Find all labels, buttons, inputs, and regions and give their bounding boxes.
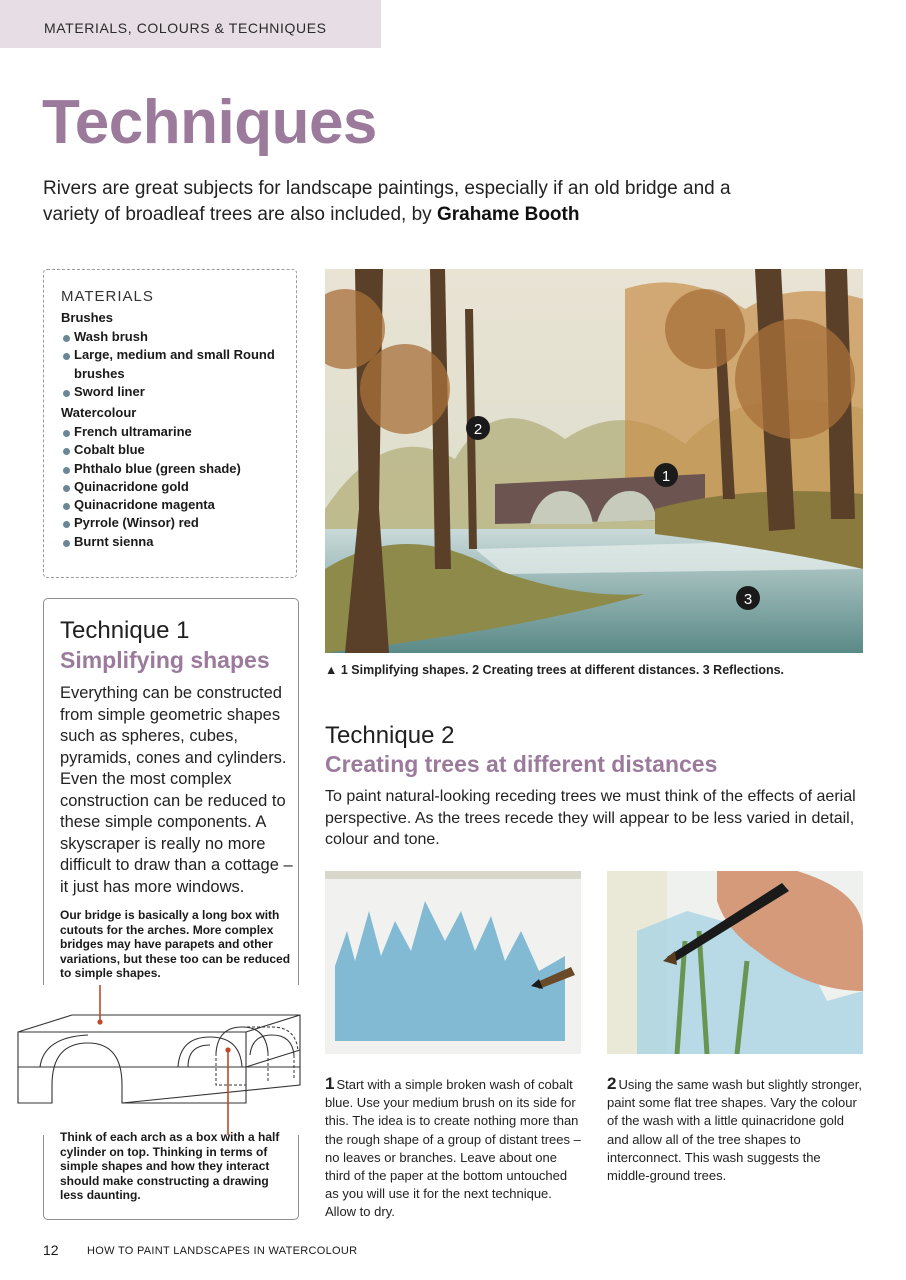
step1-image xyxy=(325,871,581,1054)
technique2-label: Technique 2 xyxy=(325,722,455,749)
list-item: Burnt sienna xyxy=(61,533,289,551)
materials-box xyxy=(43,269,297,578)
running-title: HOW TO PAINT LANDSCAPES IN WATERCOLOUR xyxy=(87,1245,358,1257)
bridge-caption-box: Our bridge is basically a long box with cutouts for the arches. More complex bridges may have parapets and other variations, but these too can be reduced to simple shapes. xyxy=(60,908,291,980)
step2-text xyxy=(607,1075,863,1185)
watercolour-list xyxy=(61,423,289,551)
step2-body: Using the same wash but slightly stronger, paint some flat tree shapes. Vary the colour of the wash with a little quinacridone gold and allow all of the tree shapes to interconnect. This wash suggests the middle-ground trees. xyxy=(607,1077,862,1184)
intro-paragraph xyxy=(43,176,743,228)
brushes-label: Brushes xyxy=(61,310,114,325)
painting-caption: ▲ 1 Simplifying shapes. 2 Creating trees at different distances. 3 Reflections. xyxy=(325,663,785,677)
technique1-subtitle: Simplifying shapes xyxy=(60,647,270,673)
watercolour-label: Watercolour xyxy=(61,405,137,420)
technique1-body: Everything can be constructed from simple geometric shapes such as spheres, cubes, pyramids, cones and cylinders. Even the most complex construction can be reduced to these simple components. A skyscraper is really no more difficult to draw than a cottage – it just has more windows. xyxy=(60,684,293,896)
svg-text:2: 2 xyxy=(473,421,483,438)
list-item: Cobalt blue xyxy=(61,441,289,459)
intro-text: Rivers are great subjects for landscape paintings, especially if an old bridge and a variety of broadleaf trees are also included, by xyxy=(43,178,731,225)
list-item: Quinacridone gold xyxy=(61,478,289,496)
step1-number: 1 xyxy=(325,1074,335,1093)
list-item: French ultramarine xyxy=(61,423,289,441)
technique1-label: Technique 1 xyxy=(60,617,190,644)
painting-marker-3 xyxy=(736,586,760,610)
step2-image xyxy=(607,871,863,1054)
step1-text xyxy=(325,1075,581,1222)
page-title: Techniques xyxy=(42,88,377,157)
step2-number: 2 xyxy=(607,1074,617,1093)
technique2-body: To paint natural-looking receding trees we must think of the effects of aerial perspective. As the trees recede they will appear to be less varied in detail, colour and tone. xyxy=(325,788,856,848)
bridge-diagram xyxy=(10,985,315,1135)
list-item: Phthalo blue (green shade) xyxy=(61,460,289,478)
section-tab xyxy=(0,0,381,48)
technique2-subtitle: Creating trees at different distances xyxy=(325,751,718,777)
list-item: Pyrrole (Winsor) red xyxy=(61,514,289,532)
list-item: Sword liner xyxy=(61,383,289,401)
river-bridge-painting xyxy=(325,269,863,653)
painting-marker-2 xyxy=(466,416,490,440)
section-label: MATERIALS, COLOURS & TECHNIQUES xyxy=(44,20,327,36)
list-item: Wash brush xyxy=(61,328,289,346)
page-number: 12 xyxy=(43,1242,59,1258)
step1-body: Start with a simple broken wash of cobalt blue. Use your medium brush on its side for this. The idea is to create nothing more than the rough shape of a group of distant trees – no leaves or branches. Leave about one third of the paper at the bottom untouched as you will use it for the next technique. Allow to dry. xyxy=(325,1077,581,1220)
painting-marker-1 xyxy=(654,463,678,487)
list-item: Large, medium and small Round brushes xyxy=(61,346,289,383)
materials-heading: MATERIALS xyxy=(61,288,154,305)
author-name: Grahame Booth xyxy=(436,204,580,225)
svg-text:1: 1 xyxy=(661,468,671,485)
brushes-list xyxy=(61,328,289,401)
list-item: Quinacridone magenta xyxy=(61,496,289,514)
svg-text:3: 3 xyxy=(743,591,753,608)
arch-caption-box: Think of each arch as a box with a half cylinder on top. Thinking in terms of simple shapes and how they interact should make constructing a drawing less daunting. xyxy=(60,1130,280,1202)
